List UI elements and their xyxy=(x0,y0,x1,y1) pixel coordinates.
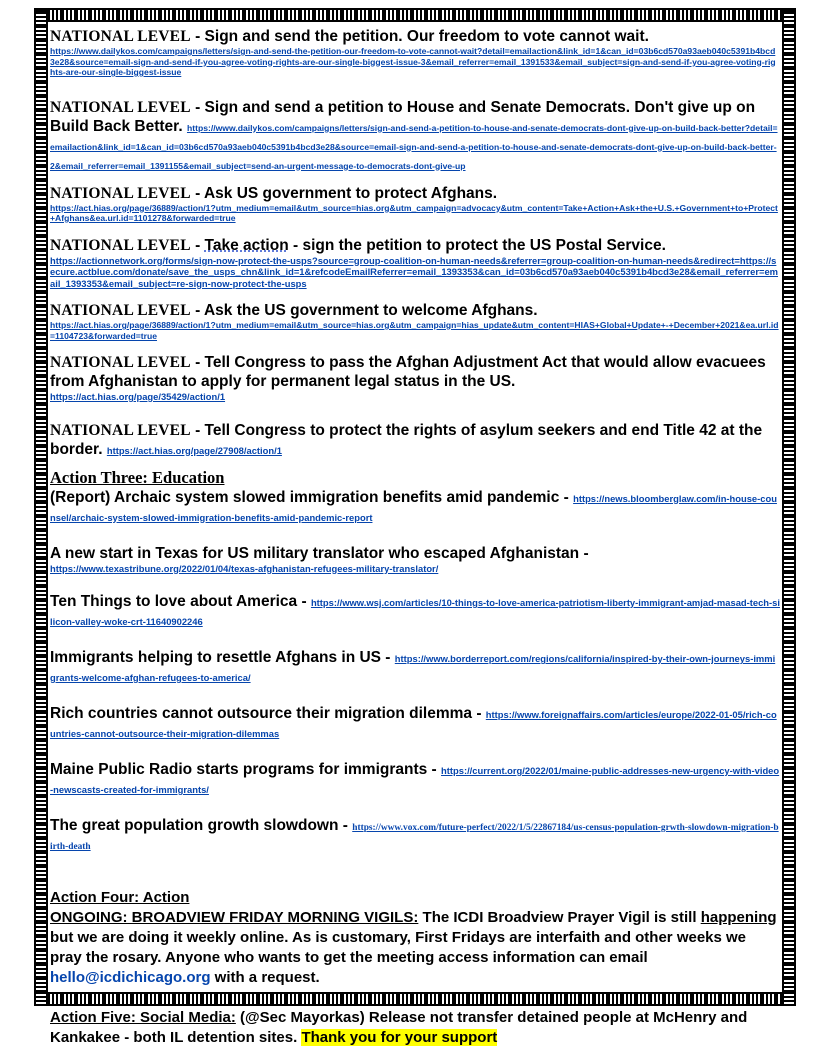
national-level-label: NATIONAL LEVEL xyxy=(50,98,191,116)
education-item-title: Immigrants helping to resettle Afghans in US - xyxy=(50,649,391,666)
national-item-title: Tell Congress to protect the rights of asylum seekers and end Title 42 at the border. xyxy=(50,421,763,458)
action-four xyxy=(50,888,780,988)
vigil-label: ONGOING: BROADVIEW FRIDAY MORNING VIGILS: xyxy=(50,909,419,926)
decorative-border-frame xyxy=(34,8,796,1046)
article-link[interactable]: https://current.org/2022/01/maine-public-addresses-new-urgency-with-video-newscasts-created-for-immigrants/ xyxy=(50,765,780,795)
article-link[interactable]: https://www.borderreport.com/regions/california/inspired-by-their-own-journeys-immigrants-welcome-afghan-refugees-to-america/ xyxy=(50,653,776,683)
section-title-education: Action Three: Education xyxy=(50,467,225,487)
national-item-1: NATIONAL LEVEL - Sign and send the petition. Our freedom to vote cannot wait. https://www.dailykos.com/campaigns/letters/sign-and-send-the-petition-our-freedom-to-vote-cannot-wait?detail=emailaction&link_id=1&can_id=03b6cd570a93aeb040c5391b4bcd3e28&source=email-sign-and-send-if-you-agree-voting-rights-are-our-single-biggest-issue-3&email_referrer=email_1391533&email_subject=sign-and-send-if-you-agree-voting-rights-are-our-single-biggest-issue xyxy=(50,27,780,78)
education-item-title: A new start in Texas for US military translator who escaped Afghanistan - xyxy=(50,544,589,562)
happening-text: happening xyxy=(700,909,777,926)
national-item-title: Tell Congress to pass the Afghan Adjustment Act that would allow evacuees from Afghanistan to apply for permanent legal status in the US. xyxy=(50,354,766,390)
national-item-6: NATIONAL LEVEL - Tell Congress to pass the Afghan Adjustment Act that would allow evacuees from Afghanistan to apply for permanent legal status in the US. https://act.hias.org/page/35429/action/1 xyxy=(50,353,780,403)
education-item-title: Ten Things to love about America - xyxy=(50,593,307,610)
education-item-title: The great population growth slowdown - xyxy=(50,817,348,834)
section-title-action: Action Four: Action xyxy=(50,889,190,906)
border-left xyxy=(34,8,48,1006)
education-item xyxy=(50,816,780,854)
border-top xyxy=(34,8,796,22)
national-level-label: NATIONAL LEVEL xyxy=(50,354,191,371)
education-item xyxy=(50,648,780,686)
article-link[interactable]: https://www.vox.com/future-perfect/2022/1/5/22867184/us-census-population-grwth-slowdown-migration-birth-death xyxy=(50,823,779,852)
national-item-3: NATIONAL LEVEL - Ask US government to protect Afghans. https://act.hias.org/page/36889/action/1?utm_medium=email&utm_source=hias.org&utm_campaign=advocacy&utm_content=Take+Action+Ask+the+U.S.+Government+to+Protect+Afghans&ea.url.id=1101278&forwarded=true xyxy=(50,184,780,224)
national-item-7: NATIONAL LEVEL - Tell Congress to protect the rights of asylum seekers and end Title 42 at the border. https://act.hias.org/page/27908/action/1 xyxy=(50,421,763,458)
petition-link[interactable]: https://www.dailykos.com/campaigns/letters/sign-and-send-the-petition-our-freedom-to-vote-cannot-wait?detail=emailaction&link_id=1&can_id=03b6cd570a93aeb040c5391b4bcd3e28&source=email-sign-and-send-if-you-agree-voting-rights-are-our-single-biggest-issue-3&email_referrer=email_1391533&email_subject=sign-and-send-if-you-agree-voting-rights-are-our-single-biggest-issue xyxy=(50,46,776,77)
vigil-text-2: but we are doing it weekly online. As is customary, First Fridays are interfaith and other weeks we pray the rosary. Anyone who wants to get the meeting access information can email xyxy=(50,929,747,966)
national-level-label: NATIONAL LEVEL xyxy=(50,184,191,202)
document-content xyxy=(50,22,780,1048)
petition-link[interactable]: https://www.dailykos.com/campaigns/letters/sign-and-send-a-petition-to-house-and-senate-democrats-dont-give-up-on-build-back-better?detail=emailaction&link_id=1&can_id=03b6cd570a93aeb040c5391b4bcd3e28&source=email-sign-and-send-a-petition-to-house-and-senate-democrats-dont-give-up-on-build-back-better-2&email_referrer=email_1391155&email_subject=send-an-urgent-message-to-democrats-dont-give-up xyxy=(50,122,778,171)
national-level-label: NATIONAL LEVEL xyxy=(50,236,191,254)
email-link[interactable]: hello@icdichicago.org xyxy=(50,969,211,986)
action-five xyxy=(50,1008,780,1048)
education-item xyxy=(50,760,780,798)
take-action-text: Take action xyxy=(204,236,289,254)
education-item-title: (Report) Archaic system slowed immigration benefits amid pandemic - xyxy=(50,488,569,506)
education-item xyxy=(50,488,780,526)
national-item-5: NATIONAL LEVEL - Ask the US government to welcome Afghans. https://act.hias.org/page/36889/action/1?utm_medium=email&utm_source=hias.org&utm_campaign=hias_update&utm_content=HIAS+Global+Update+-+December+2021&ea.url.id=1104723&forwarded=true xyxy=(50,302,779,341)
national-item-4: NATIONAL LEVEL - Take action - sign the petition to protect the US Postal Service. https://actionnetwork.org/forms/sign-now-protect-the-usps?source=group-coalition-on-human-needs&referrer=group-coalition-on-human-needs&redirect=https://secure.actblue.com/donate/save_the_usps_chn&link_id=1&refcodeEmailReferrer=email_1393353&can_id=03b6cd570a93aeb040c5391b4bcd3e28&email_referrer=email_1393353&email_subject=re-sign-now-protect-the-usps xyxy=(50,236,779,289)
petition-link[interactable]: https://act.hias.org/page/36889/action/1?utm_medium=email&utm_source=hias.org&utm_campaign=hias_update&utm_content=HIAS+Global+Update+-+December+2021&ea.url.id=1104723&forwarded=true xyxy=(50,320,779,341)
petition-link[interactable]: https://act.hias.org/page/35429/action/1 xyxy=(50,391,226,402)
national-item-2: NATIONAL LEVEL - Sign and send a petition to House and Senate Democrats. Don't give up on Build Back Better. https://www.dailykos.com/campaigns/letters/sign-and-send-a-petition-to-house-and-senate-democrats-dont-give-up-on-build-back-better?detail=emailaction&link_id=1&can_id=03b6cd570a93aeb040c5391b4bcd3e28&source=email-sign-and-send-a-petition-to-house-and-senate-democrats-dont-give-up-on-build-back-better-2&email_referrer=email_1391155&email_subject=send-an-urgent-message-to-democrats-dont-give-up xyxy=(50,98,778,171)
national-level-label: NATIONAL LEVEL xyxy=(50,28,191,45)
education-item-title: Maine Public Radio starts programs for immigrants - xyxy=(50,761,437,778)
vigil-paragraph xyxy=(50,908,780,988)
section-title-social-media: Action Five: Social Media: xyxy=(50,1009,236,1026)
education-item xyxy=(50,704,780,742)
education-item xyxy=(50,544,780,575)
vigil-text-3: with a request. xyxy=(210,969,320,986)
national-level-label: NATIONAL LEVEL xyxy=(50,421,191,439)
thank-you-highlight: Thank you for your support xyxy=(301,1029,498,1046)
national-item-title: - sign the petition to protect the US Postal Service. xyxy=(288,236,666,254)
petition-link[interactable]: https://act.hias.org/page/27908/action/1 xyxy=(106,444,282,456)
national-level-label: NATIONAL LEVEL xyxy=(50,302,191,319)
article-link[interactable]: https://www.foreignaffairs.com/articles/europe/2022-01-05/rich-countries-cannot-outsource-their-migration-dilemmas xyxy=(50,709,777,739)
national-item-title: Ask the US government to welcome Afghans. xyxy=(203,302,538,319)
vigil-text: The ICDI Broadview Prayer Vigil is still xyxy=(418,909,701,926)
education-item-title: Rich countries cannot outsource their migration dilemma - xyxy=(50,705,482,722)
education-item xyxy=(50,592,780,630)
article-link[interactable]: https://www.wsj.com/articles/10-things-to-love-america-patriotism-liberty-immigrant-amjad-masad-tech-silicon-valley-woke-crt-11640902246 xyxy=(50,597,780,627)
border-right xyxy=(782,8,796,1006)
national-item-title: Ask US government to protect Afghans. xyxy=(203,184,498,202)
article-link[interactable]: https://www.texastribune.org/2022/01/04/texas-afghanistan-refugees-military-translator/ xyxy=(50,562,439,574)
social-media-text: (@Sec Mayorkas) Release not transfer detained people at McHenry and Kankakee - both IL detention sites. xyxy=(50,1009,748,1046)
national-item-title: Sign and send the petition. Our freedom to vote cannot wait. xyxy=(204,28,649,45)
petition-link[interactable]: https://actionnetwork.org/forms/sign-now-protect-the-usps?source=group-coalition-on-human-needs&referrer=group-coalition-on-human-needs&redirect=https://secure.actblue.com/donate/save_the_usps_chn&link_id=1&refcodeEmailReferrer=email_1393353&can_id=03b6cd570a93aeb040c5391b4bcd3e28&email_referrer=email_1393353&email_subject=re-sign-now-protect-the-usps xyxy=(50,254,779,289)
petition-link[interactable]: https://act.hias.org/page/36889/action/1?utm_medium=email&utm_source=hias.org&utm_campaign=advocacy&utm_content=Take+Action+Ask+the+U.S.+Government+to+Protect+Afghans&ea.url.id=1101278&forwarded=true xyxy=(50,202,778,223)
national-item-title: Sign and send a petition to House and Senate Democrats. Don't give up on Build Back Better. xyxy=(50,98,756,135)
article-link[interactable]: https://news.bloomberglaw.com/in-house-counsel/archaic-system-slowed-immigration-benefits-amid-pandemic-report xyxy=(50,492,777,523)
